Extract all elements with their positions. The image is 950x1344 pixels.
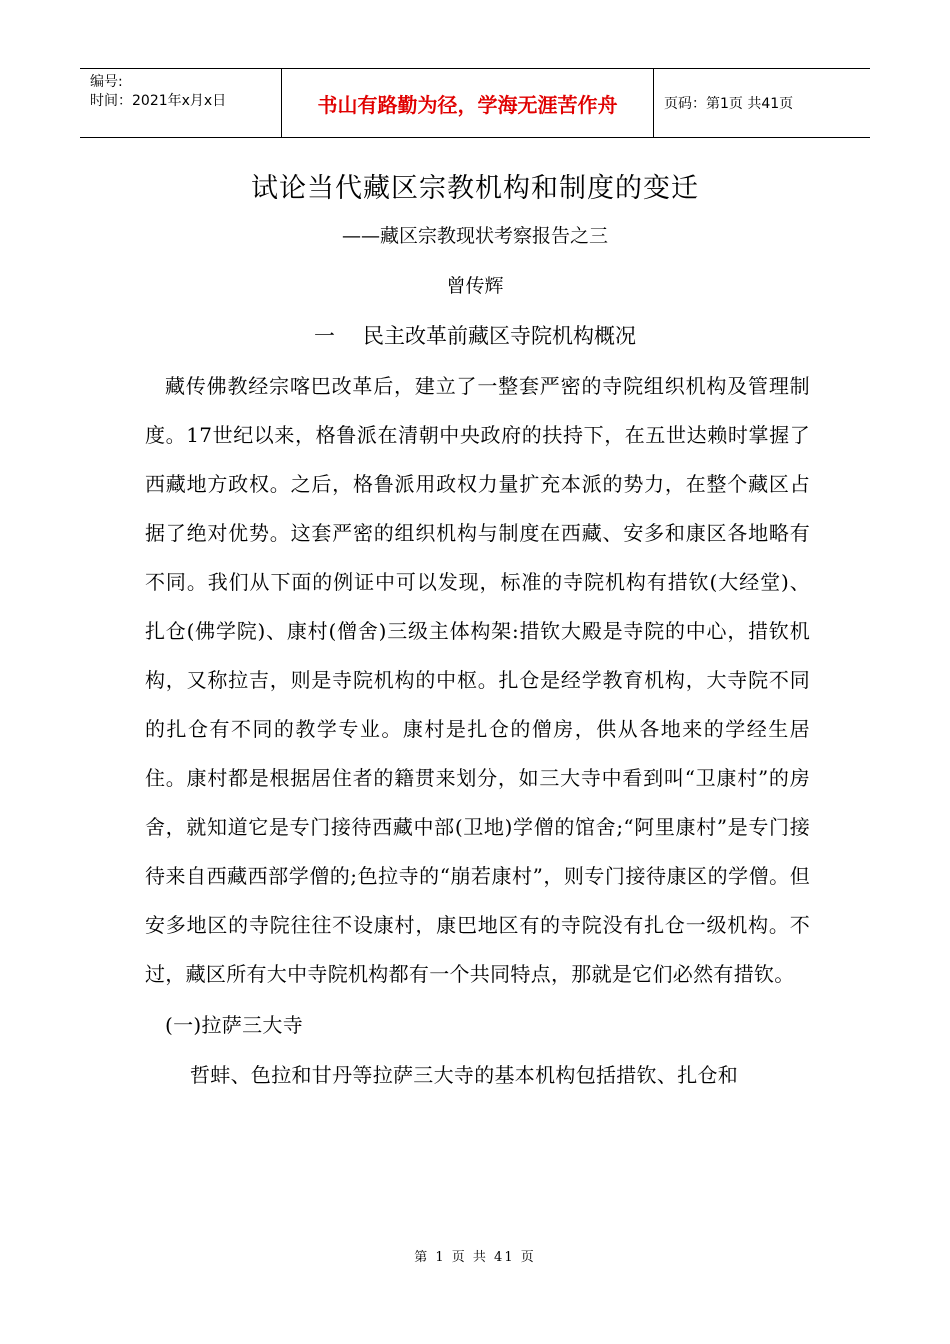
document-title: 试论当代藏区宗教机构和制度的变迁 (251, 173, 699, 204)
header-page-info: 页码：第1页 共41页 (664, 96, 794, 112)
document-header (80, 68, 870, 138)
section-title: 民主改革前藏区寺院机构概况 (363, 324, 636, 348)
header-motto: 书山有路勤为径，学海无涯苦作舟 (282, 69, 654, 137)
paragraph-1: 藏传佛教经宗喀巴改革后，建立了一整套严密的寺院组织机构及管理制度。17世纪以来，格鲁派在清朝中央政府的扶持下，在五世达赖时掌握了西藏地方政权。之后，格鲁派用政权力量扩充本派的势力，在整个藏区占据了绝对优势。这套严密的组织机构与制度在西藏、安多和康区各地略有不同。我们从下面的例证中可以发现，标准的寺院机构有措钦(大经堂)、扎仓(佛学院)、康村(僧舍)三级主体构架:措钦大殿是寺院的中心，措钦机构，又称拉吉，则是寺院机构的中枢。扎仓是经学教育机构，大寺院不同的扎仓有不同的教学专业。康村是扎仓的僧房，供从各地来的学经生居住。康村都是根据居住者的籍贯来划分，如三大寺中看到叫“卫康村”的房舍，就知道它是专门接待西藏中部(卫地)学僧的馆舍;“阿里康村”是专门接待来自西藏西部学僧的;色拉寺的“崩若康村”，则专门接待康区的学僧。但安多地区的寺院往往不设康村，康巴地区有的寺院没有扎仓一级机构。不过，藏区所有大中寺院机构都有一个共同特点，那就是它们必然有措钦。 (145, 374, 810, 986)
header-meta (80, 69, 282, 137)
document-body (145, 362, 810, 1098)
page-footer: 第 1 页 共 41 页 (414, 1250, 536, 1265)
document-subtitle: ——藏区宗教现状考察报告之三 (341, 225, 608, 247)
number-label: 编号: (90, 74, 123, 90)
document-author: 曾传辉 (446, 275, 504, 297)
section-number: 一 (314, 324, 335, 348)
section-heading (0, 320, 950, 350)
time-label: 时间：2021年x月x日 (90, 93, 227, 109)
paragraph-2: 哲蚌、色拉和甘丹等拉萨三大寺的基本机构包括措钦、扎仓和 (190, 1063, 739, 1087)
subsection-heading: (一)拉萨三大寺 (165, 1013, 304, 1037)
